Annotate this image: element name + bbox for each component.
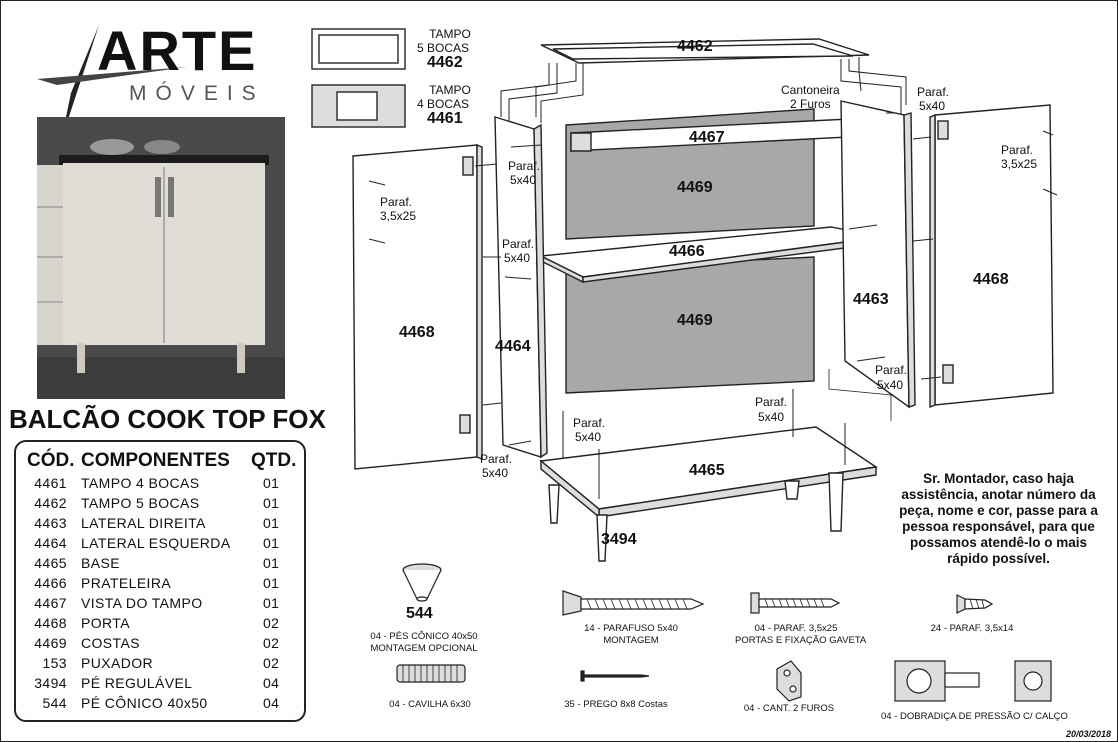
part-qty: 02: [263, 655, 280, 671]
caption-nail: 35 - PREGO 8x8 Costas: [564, 699, 668, 710]
part-code: 4469: [34, 635, 67, 651]
part-name: PORTA: [81, 615, 130, 631]
callout-paraf: Paraf.: [917, 85, 950, 99]
nail-icon: [581, 671, 649, 681]
part-name: TAMPO 4 BOCAS: [81, 475, 200, 491]
logo-wordmark: ARTE: [97, 19, 258, 82]
part-name: PUXADOR: [81, 655, 154, 671]
assembler-note: Sr. Montador, caso haja assistência, anotar número da peça, nome e cor, passe para a pessoa responsável, para que possamos atendê-lo o mais rápido possível.: [899, 471, 1098, 566]
label-back-upper: 4469: [677, 179, 713, 196]
long-screw-icon: [563, 591, 703, 615]
part-code: 4464: [34, 535, 67, 551]
part-name: BASE: [81, 555, 120, 571]
part-code: 4466: [34, 575, 67, 591]
callout-size: 5x40: [919, 99, 946, 113]
part-qty: 01: [263, 535, 280, 551]
callout-paraf: Paraf.: [508, 159, 541, 173]
caption-dowel: 04 - CAVILHA 6x30: [389, 699, 471, 710]
callout-size: 5x40: [482, 466, 509, 480]
part-name: TAMPO 5 BOCAS: [81, 495, 200, 511]
tampo4-title: TAMPO: [429, 83, 471, 97]
part-name: PÉ CÔNICO 40x50: [81, 695, 208, 711]
angle-bracket-icon: [777, 661, 801, 701]
callout-paraf: Paraf.: [875, 363, 908, 377]
hardware-foot-code: 544: [406, 605, 433, 622]
part-qty: 02: [263, 635, 280, 651]
label-base: 4465: [689, 462, 725, 479]
callout-paraf: Paraf.: [502, 237, 535, 251]
hinge-icon: [895, 661, 1051, 701]
part-code: 4465: [34, 555, 67, 571]
label-back-lower: 4469: [677, 312, 713, 329]
tampo5-code: 4462: [427, 54, 463, 71]
callout-size: 5x40: [504, 251, 531, 265]
caption-long-screw: 14 - PARAFUSO 5x40: [584, 623, 678, 634]
screw-35x25-icon: [751, 593, 839, 613]
caption-screw-35x25: 04 - PARAF. 3,5x25: [754, 623, 838, 634]
tampo4-code: 4461: [427, 110, 463, 127]
part-name: PÉ REGULÁVEL: [81, 675, 193, 691]
caption-hinge: 04 - DOBRADIÇA DE PRESSÃO C/ CALÇO: [881, 711, 1068, 722]
callout-size: 3,5x25: [1001, 157, 1038, 171]
part-qty: 01: [263, 575, 280, 591]
part-qty: 04: [263, 675, 280, 691]
conical-foot-icon: [403, 564, 441, 601]
label-right-door: 4468: [973, 271, 1009, 288]
product-title: BALCÃO COOK TOP FOX: [9, 404, 326, 434]
part-name: LATERAL DIREITA: [81, 515, 206, 531]
part-qty: 01: [263, 515, 280, 531]
callout-cantoneira-furos: 2 Furos: [790, 97, 831, 111]
part-qty: 01: [263, 555, 280, 571]
caption-screw-35x25-note: PORTAS E FIXAÇÃO GAVETA: [735, 635, 867, 646]
caption-conical-foot-note: MONTAGEM OPCIONAL: [370, 643, 478, 654]
table-header-code: CÓD.: [27, 450, 75, 471]
part-code: 4468: [34, 615, 67, 631]
table-header-component: COMPONENTES: [81, 450, 230, 471]
tampo5-subtitle: 5 BOCAS: [417, 41, 470, 55]
part-qty: 01: [263, 595, 280, 611]
callout-cantoneira: Cantoneira: [781, 83, 840, 97]
part-qty: 01: [263, 495, 280, 511]
callout-size: 5x40: [877, 378, 904, 392]
tampo4-subtitle: 4 BOCAS: [417, 97, 470, 111]
logo-subtitle: MÓVEIS: [129, 82, 265, 105]
part-code: 544: [42, 695, 67, 711]
part-code: 4463: [34, 515, 67, 531]
callout-paraf: Paraf.: [380, 195, 413, 209]
callout-paraf: Paraf.: [755, 395, 788, 409]
caption-bracket: 04 - CANT. 2 FUROS: [743, 703, 835, 714]
callout-size: 5x40: [575, 430, 602, 444]
label-vista: 4467: [689, 129, 725, 146]
part-name: PRATELEIRA: [81, 575, 172, 591]
part-code: 4467: [34, 595, 67, 611]
part-qty: 01: [263, 475, 280, 491]
dowel-icon: [397, 665, 465, 682]
callout-paraf: Paraf.: [573, 416, 606, 430]
label-top: 4462: [677, 38, 713, 55]
part-code: 153: [42, 655, 67, 671]
callout-size: 5x40: [510, 173, 537, 187]
callout-size: 5x40: [758, 410, 785, 424]
caption-screw-35x14: 24 - PARAF. 3,5x14: [930, 623, 1014, 634]
label-shelf: 4466: [669, 243, 705, 260]
tampo5-title: TAMPO: [429, 27, 471, 41]
table-header-qty: QTD.: [251, 450, 297, 471]
part-qty: 02: [263, 615, 280, 631]
part-code: 3494: [34, 675, 67, 691]
callout-paraf: Paraf.: [1001, 143, 1034, 157]
callout-paraf: Paraf.: [480, 452, 513, 466]
part-name: VISTA DO TAMPO: [81, 595, 203, 611]
part-code: 4461: [34, 475, 67, 491]
caption-long-screw-note: MONTAGEM: [603, 635, 659, 646]
callout-size: 3,5x25: [380, 209, 417, 223]
label-left-side: 4464: [495, 338, 531, 355]
part-qty: 04: [263, 695, 280, 711]
part-name: LATERAL ESQUERDA: [81, 535, 231, 551]
label-left-door: 4468: [399, 324, 435, 341]
print-date: 20/03/2018: [1065, 729, 1111, 739]
part-code: 4462: [34, 495, 67, 511]
part-name: COSTAS: [81, 635, 140, 651]
label-right-side: 4463: [853, 291, 889, 308]
caption-conical-foot: 04 - PÉS CÔNICO 40x50: [370, 631, 478, 642]
screw-35x14-icon: [957, 595, 992, 613]
label-foot: 3494: [601, 531, 637, 548]
